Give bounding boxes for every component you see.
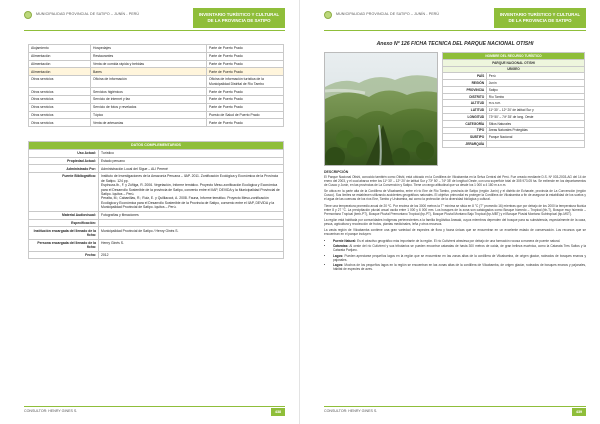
field-label: Fecha: <box>29 251 99 259</box>
service-subtype-cell: Hospedajes <box>91 45 207 53</box>
table-row <box>29 111 284 119</box>
table-head: NOMBRE DEL RECURSO TURÍSTICO <box>443 53 585 60</box>
service-type-cell: Otros servicios <box>29 111 91 119</box>
resource-field-row <box>443 86 585 93</box>
page-number: 438 <box>271 408 285 416</box>
description-paragraph: El Parque Nacional Otishi, conocido también como Otishi, está ubicado en la Cordillera de Vilcabamba en la Selva Central del Perú. Fue creado mediante D.S. Nº 003-2003-AG del 14 de enero del 2003, y el cual abarca entre los 11º 30' – 12º 20' de latitud Sur y 73º 50' – 74º 35' de longitud Oeste, con una superficie total de 305 973.05 ha. Se extiende en los departamentos de Cusco y Junín, en las provincias de La Convención y Satipo. Tiene un rango altitudinal que va desde los 1 000 a 4 180 m.s.n.m. <box>324 175 586 188</box>
footer-consultant: CONSULTOR: HENRY GINES S. <box>324 409 378 413</box>
field-label: Uso Actual: <box>29 149 99 157</box>
municipality-logo-icon <box>324 11 332 19</box>
service-subtype-cell: Bares <box>91 68 207 76</box>
resource-field-value: Junín <box>487 80 585 87</box>
header-rule <box>324 30 586 31</box>
description-block <box>324 170 586 273</box>
field-label: Especificación: <box>29 219 99 227</box>
list-item <box>333 263 586 271</box>
description-title: DESCRIPCIÓN <box>324 170 349 174</box>
resource-field-value: Sitios Naturales <box>487 120 585 127</box>
section-title: DATOS COMPLEMENTARIOS <box>29 142 284 150</box>
list-item <box>333 254 586 262</box>
resource-field-label: DISTRITO <box>443 93 487 100</box>
list-item <box>333 244 586 252</box>
table-row <box>29 119 284 127</box>
service-subtype-cell: Venta de comida rápida y bebidas <box>91 60 207 68</box>
service-location-cell: Parte de Puerto Prado <box>207 96 284 104</box>
service-subtype-cell: Servicio de fotos y revelados <box>91 103 207 111</box>
service-location-cell: Oficina de información turística de la Municipalidad Distrital de Río Tambo <box>207 76 284 88</box>
field-value: Estado peruano <box>99 157 284 165</box>
services-table <box>28 44 284 127</box>
service-location-cell: Parte de Puerto Prado <box>207 60 284 68</box>
page-number: 439 <box>572 408 586 416</box>
resource-field-row <box>443 100 585 107</box>
resource-field-label: PAÍS <box>443 73 487 80</box>
resource-name: PARQUE NACIONAL OTISHI <box>443 59 585 66</box>
page-footer <box>24 406 285 416</box>
page-footer <box>324 406 586 416</box>
resource-field-row <box>443 127 585 134</box>
service-location-cell: Parte de Puerto Prado <box>207 119 284 127</box>
service-subtype-cell: Servicio de internet y fax <box>91 96 207 104</box>
field-row <box>29 149 284 157</box>
resource-field-row <box>443 73 585 80</box>
table-row <box>29 76 284 88</box>
resource-field-label: JERARQUÍA <box>443 141 487 148</box>
field-value: Henry Ginés S. <box>99 239 284 251</box>
table-row <box>29 52 284 60</box>
header-title-box <box>193 8 285 28</box>
description-paragraph: La región está habitada por comunidades indígenas pertenecientes a la familia lingüística Arawak, cuyos miembros dependen del bosque para su subsistencia, especialmente de la caza, pesca, agricultura y recolección de frutos, plantas medicinales, leña y otros recursos. <box>324 218 586 227</box>
page-header <box>24 8 285 34</box>
field-row <box>29 157 284 165</box>
field-row <box>29 251 284 259</box>
field-value: Municipalidad Provincial de Satipo / Henry Ginés S. <box>99 227 284 239</box>
list-item-text: Es el atractivo geográfico más importante de la región. El río Cutivireni atraviesa por debajo de una formación rocosa a manera de puente natural. <box>357 238 561 243</box>
resource-field-row <box>443 134 585 141</box>
list-item-label: Puente Natural: <box>333 238 357 243</box>
table-row <box>29 103 284 111</box>
service-location-cell: Parte de Puerto Prado <box>207 68 284 76</box>
header-title-line2: DE LA PROVINCIA DE SATIPO <box>207 18 271 23</box>
page-header <box>324 8 586 34</box>
resource-field-row <box>443 80 585 87</box>
field-value: Fotografías y filmaciones <box>99 211 284 219</box>
field-row <box>29 227 284 239</box>
service-type-cell: Otros servicios <box>29 119 91 127</box>
field-value: Instituto de Investigaciones de la Amazonía Peruana – IIAP. 2011. Zonificación Ecológica y Económica de la Provincia de Satipo. 124 pp. Espinoza-Ib., F. y Zúñiga, R. 2006. Vegetación, Informe temático. Proyecto Meso-zonificación Ecológica y Económica para el Desarrollo Sostenible de la provincia de Satipo, convenio entre el IIAP, DEVIDA y la Municipalidad Provincial de Satipo. Iquitos – Perú. Peralta, M.; Cabanillas, R.; Ruiz, E. y Quilliaccot, A. 2008. Fauna, Informe temático. Proyecto Meso-zonificación Ecológica y Económica para el Desarrollo Sostenible de la Provincia de Satipo, convenio entre el IIAP, DEVIDA y la Municipalidad Provincial de Satipo. Iquitos – Perú. <box>99 173 284 212</box>
field-row <box>29 219 284 227</box>
ubigeo-label: UBIGEO <box>443 66 585 73</box>
resource-field-label: PROVINCIA <box>443 86 487 93</box>
list-item-text: Muchos de los pequeños lagos en la región se encuentran en las zonas altas de la cordillera de Vilcabamba, de origen glaciar, rodeados de bosques enanos y pajonales, hábitat de especies de aves. <box>333 263 586 272</box>
header-title-line2: DE LA PROVINCIA DE SATIPO <box>508 18 572 23</box>
list-item <box>333 239 586 243</box>
resource-field-value <box>487 141 585 148</box>
field-label: Administrado Por: <box>29 165 99 173</box>
service-type-cell: Alimentación <box>29 52 91 60</box>
service-subtype-cell: Tópico <box>91 111 207 119</box>
resource-field-row <box>443 93 585 100</box>
resource-field-value: Parque Nacional <box>487 134 585 141</box>
field-label: Institución encargada del llenado de la ficha: <box>29 227 99 239</box>
field-value: Administración Local del Sigue – ALI Perené <box>99 165 284 173</box>
resource-field-label: LONGITUD <box>443 114 487 121</box>
service-type-cell: Otros servicios <box>29 88 91 96</box>
description-paragraph: Se ubica en la parte alta de la Cordillera de Vilcabamba, entre el río Ene de Río Tambo, provincia de Satipo (región Junín) y el distrito de Echarate, provincia de La Convención (región Cusco). Sus límites se establecen utilizando accidentes geográficos naturales. El objetivo primordial es proteger la Cordillera de Vilcabamba a fin de asegurar la estabilidad de los suelos y el agua de las cuencas de los ríos Ene, Tambo y Urubamba, así como la protección de la diversidad biológica y cultural. <box>324 189 586 202</box>
resource-field-value: Perú <box>487 73 585 80</box>
list-item-label: Lagos: <box>333 253 344 258</box>
table-row <box>29 96 284 104</box>
list-item-text: Pueden apreciarse pequeños lagos en la región que se encuentran en las zonas altas de la cordillera de Vilcabamba, de origen glaciar, rodeados de bosques enanos y pajonales. <box>333 253 587 262</box>
resource-field-value: 73º 50' – 74º 35' de long. Oeste <box>487 114 585 121</box>
resource-field-label: REGIÓN <box>443 80 487 87</box>
resource-field-label: TIPO <box>443 127 487 134</box>
field-row <box>29 165 284 173</box>
resource-field-label: CATEGORÍA <box>443 120 487 127</box>
table-row <box>29 68 284 76</box>
page-right <box>300 0 600 424</box>
resource-data-table <box>442 52 585 148</box>
resource-field-value: m.s.n.m. <box>487 100 585 107</box>
table-row <box>29 88 284 96</box>
service-type-cell: Otros servicios <box>29 76 91 88</box>
field-value: Turístico <box>99 149 284 157</box>
description-paragraph: Tiene una temperatura promedio anual de 20 ºC. Por encima de los 3000 metros la T° mínima se sitúa en 8 °C (T° promedio 16) mientras que por debajo de los 2000 la temperatura fluctúa entre 8 y 27 °C. La precipitación pluvial anual oscila entre 1 000 y 6 000 mm. Los bosques de la zona son catalogados como Bosque húmedo – Tropical (bh-T), Bosque muy húmedo – Premontano Tropical (bmh-PT), Bosque Pluvial Premontano Tropical (bp-PT), Bosque Pluvial Montano Bajo Tropical (bp-MBT) y el Bosque Pluvial Montano Subtropical (bp-MST). <box>324 203 586 216</box>
field-label: Propiedad Actual: <box>29 157 99 165</box>
service-location-cell: Parte de Puerto Prado <box>207 88 284 96</box>
service-location-cell: Parte de Puerto Prado <box>207 103 284 111</box>
list-item-label: Lagos: <box>333 263 344 268</box>
header-municipality: MUNICIPALIDAD PROVINCIAL DE SATIPO – JUNÍN - PERÚ <box>336 12 440 16</box>
list-item-label: Cataratas: <box>333 244 349 249</box>
resource-field-value: Río Tambo <box>487 93 585 100</box>
resource-field-label: ALTITUD <box>443 100 487 107</box>
service-location-cell: Parte de Puerto Prado <box>207 45 284 53</box>
service-type-cell: Alimentación <box>29 68 91 76</box>
service-subtype-cell: Oficina de información <box>91 76 207 88</box>
service-subtype-cell: Venta de artesanías <box>91 119 207 127</box>
list-item-text: Al oeste del río Cutivireni y sus tributarios se pueden encontrar cataratas de hasta 300 metros de caída, de gran belleza escénica, como la Catarata Tres Saltos y la Catarata Parijaro. <box>333 244 587 253</box>
service-location-cell: Puesto de Salud de Puerto Prado <box>207 111 284 119</box>
field-value <box>99 219 284 227</box>
resource-field-value: 11º 30' – 12º 20' de latitud Sur y <box>487 107 585 114</box>
field-row <box>29 211 284 219</box>
service-type-cell: Otros servicios <box>29 103 91 111</box>
park-landscape-photo <box>324 52 438 166</box>
field-label: Persona encargada del llenado de la ficha: <box>29 239 99 251</box>
resource-field-label: LATITUD <box>443 107 487 114</box>
service-type-cell: Otros servicios <box>29 96 91 104</box>
service-subtype-cell: Servicios higiénicos <box>91 88 207 96</box>
header-title-line1: INVENTARIO TURÍSTICO Y CULTURAL <box>198 12 280 17</box>
service-location-cell: Parte de Puerto Prado <box>207 52 284 60</box>
resource-field-row <box>443 120 585 127</box>
header-rule <box>24 30 285 31</box>
field-label: Fuente Bibliográfica: <box>29 173 99 212</box>
field-row <box>29 239 284 251</box>
attractions-list <box>333 239 586 272</box>
description-paragraph: La vasta región de Vilcabamba contiene una gran variedad de especies de flora y fauna únicas que se encuentran en un excelente estado de conservación. Los recursos que se encuentran en el parque incluyen: <box>324 228 586 237</box>
resource-field-row <box>443 107 585 114</box>
header-title-box <box>494 8 586 28</box>
field-row <box>29 173 284 212</box>
table-row <box>29 60 284 68</box>
header-municipality: MUNICIPALIDAD PROVINCIAL DE SATIPO – JUNÍN - PERÚ <box>36 12 140 16</box>
resource-field-row <box>443 114 585 121</box>
service-type-cell: Alimentación <box>29 60 91 68</box>
resource-field-row <box>443 141 585 148</box>
service-type-cell: Alojamiento <box>29 45 91 53</box>
anexo-title: Anexo Nº 126 FICHA TECNICA DEL PARQUE NACIONAL OTISHI <box>376 41 534 47</box>
complementary-data-table <box>28 141 284 259</box>
resource-field-value: Áreas Naturales Protegidas <box>487 127 585 134</box>
service-subtype-cell: Restaurantes <box>91 52 207 60</box>
header-title-line1: INVENTARIO TURÍSTICO Y CULTURAL <box>499 12 581 17</box>
municipality-logo-icon <box>24 11 32 19</box>
resource-field-value: Satipo <box>487 86 585 93</box>
field-value: 2012 <box>99 251 284 259</box>
table-row <box>29 45 284 53</box>
resource-field-label: SUBTIPO <box>443 134 487 141</box>
field-label: Material Audiovisual: <box>29 211 99 219</box>
footer-consultant: CONSULTOR: HENRY GINES S. <box>24 409 78 413</box>
